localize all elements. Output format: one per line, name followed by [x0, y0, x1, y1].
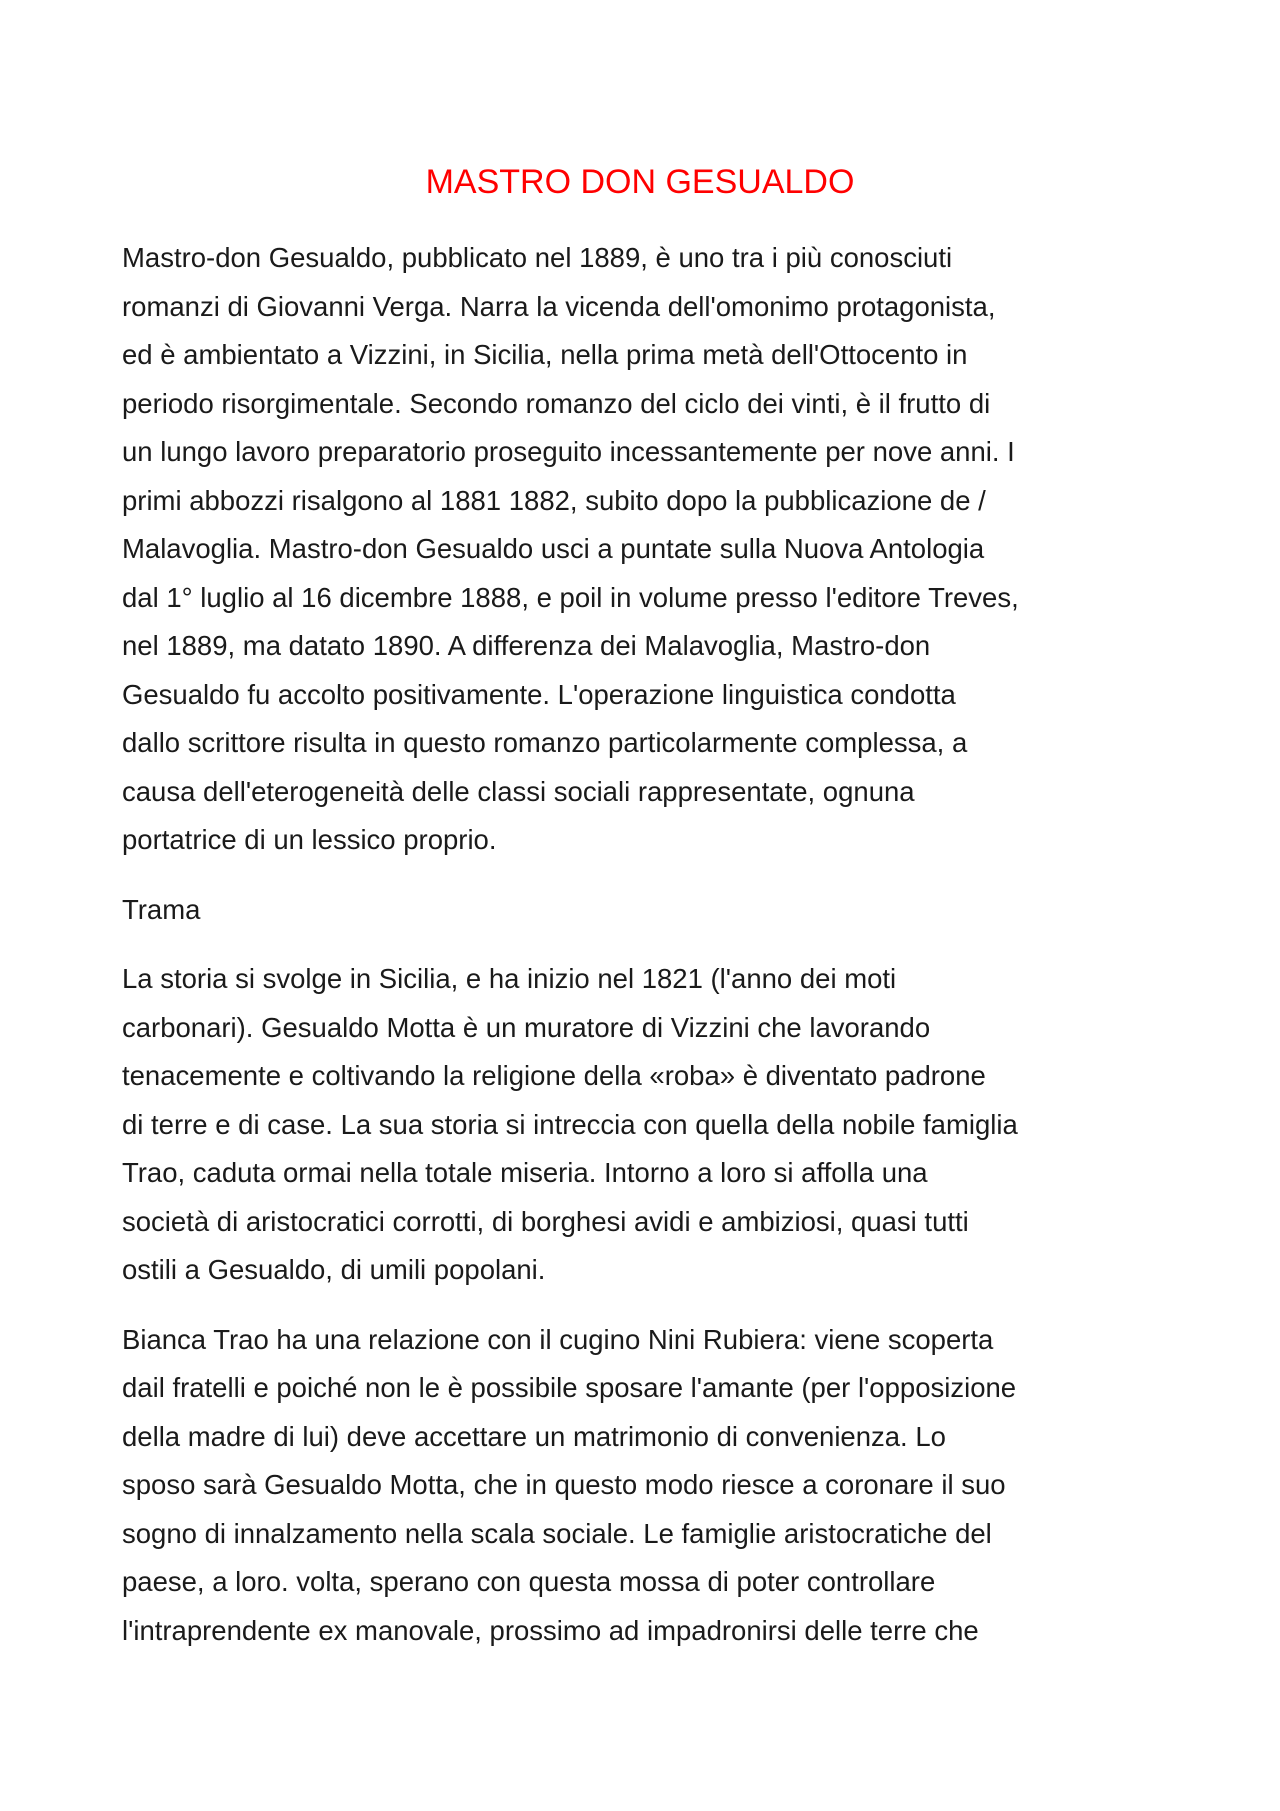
section-heading-trama [122, 886, 1172, 935]
text-line: Malavoglia. Mastro-don Gesualdo usci a puntate sulla Nuova Antologia [122, 533, 985, 564]
text-line: La storia si svolge in Sicilia, e ha inizio nel 1821 (l'anno dei moti [122, 963, 897, 994]
text-line: Bianca Trao ha una relazione con il cugino Nini Rubiera: viene scoperta [122, 1323, 994, 1355]
text-line: Mastro-don Gesualdo, pubblicato nel 1889, è uno tra i più conosciuti [122, 242, 953, 273]
text-line: carbonari). Gesualdo Motta è un muratore di Vizzini che lavorando [122, 1011, 931, 1043]
text-line: periodo risorgimentale. Secondo romanzo del ciclo dei vinti, è il frutto di [122, 387, 991, 419]
paragraph-intro [122, 234, 1172, 865]
text-line: un lungo lavoro preparatorio proseguito incessantemente per nove anni. I [122, 436, 1015, 467]
text-line: ostili a Gesualdo, di umili popolani. [122, 1254, 546, 1285]
text-line: sposo sarà Gesualdo Motta, che in questo modo riesce a coronare il suo [122, 1469, 1006, 1500]
document-title: MASTRO DON GESUALDO [425, 163, 855, 201]
paragraph-plot [122, 955, 1172, 1295]
text-line: dail fratelli e poiché non le è possibile sposare l'amante (per l'opposizione [122, 1372, 1017, 1403]
text-line: portatrice di un lessico proprio. [122, 824, 497, 855]
text-line: Gesualdo fu accolto positivamente. L'operazione linguistica condotta [122, 678, 956, 710]
text-line: paese, a loro. volta, sperano con questa mossa di poter controllare [122, 1566, 936, 1597]
text-line: sogno di innalzamento nella scala sociale. Le famiglie aristocratiche del [122, 1517, 992, 1549]
text-line: nel 1889, ma datato 1890. A differenza dei Malavoglia, Mastro-don [122, 630, 931, 661]
text-line: primi abbozzi risalgono al 1881 1882, subito dopo la pubblicazione de / [122, 484, 986, 516]
text-line: dal 1° luglio al 16 dicembre 1888, e poil in volume presso l'editore Treves, [122, 581, 1019, 613]
text-line: romanzi di Giovanni Verga. Narra la vicenda dell'omonimo protagonista, [122, 290, 996, 322]
paragraph-bianca [122, 1316, 1172, 1656]
text-line: di terre e di case. La sua storia si intreccia con quella della nobile famiglia [122, 1108, 1018, 1140]
text-line: società di aristocratici corrotti, di borghesi avidi e ambiziosi, quasi tutti [122, 1205, 969, 1237]
heading-text: Trama [122, 893, 201, 925]
text-line: Trao, caduta ormai nella totale miseria. Intorno a loro si affolla una [122, 1157, 928, 1188]
text-line: causa dell'eterogeneità delle classi sociali rappresentate, ognuna [122, 775, 915, 807]
text-line: ed è ambientato a Vizzini, in Sicilia, nella prima metà dell'Ottocento in [122, 339, 968, 370]
document-body [122, 234, 1172, 1676]
text-line: l'intraprendente ex manovale, prossimo ad impadronirsi delle terre che [122, 1614, 979, 1646]
text-line: della madre di lui) deve accettare un matrimonio di convenienza. Lo [122, 1420, 946, 1452]
text-line: tenacemente e coltivando la religione della «roba» è diventato padrone [122, 1060, 986, 1091]
text-line: dallo scrittore risulta in questo romanzo particolarmente complessa, a [122, 727, 968, 758]
